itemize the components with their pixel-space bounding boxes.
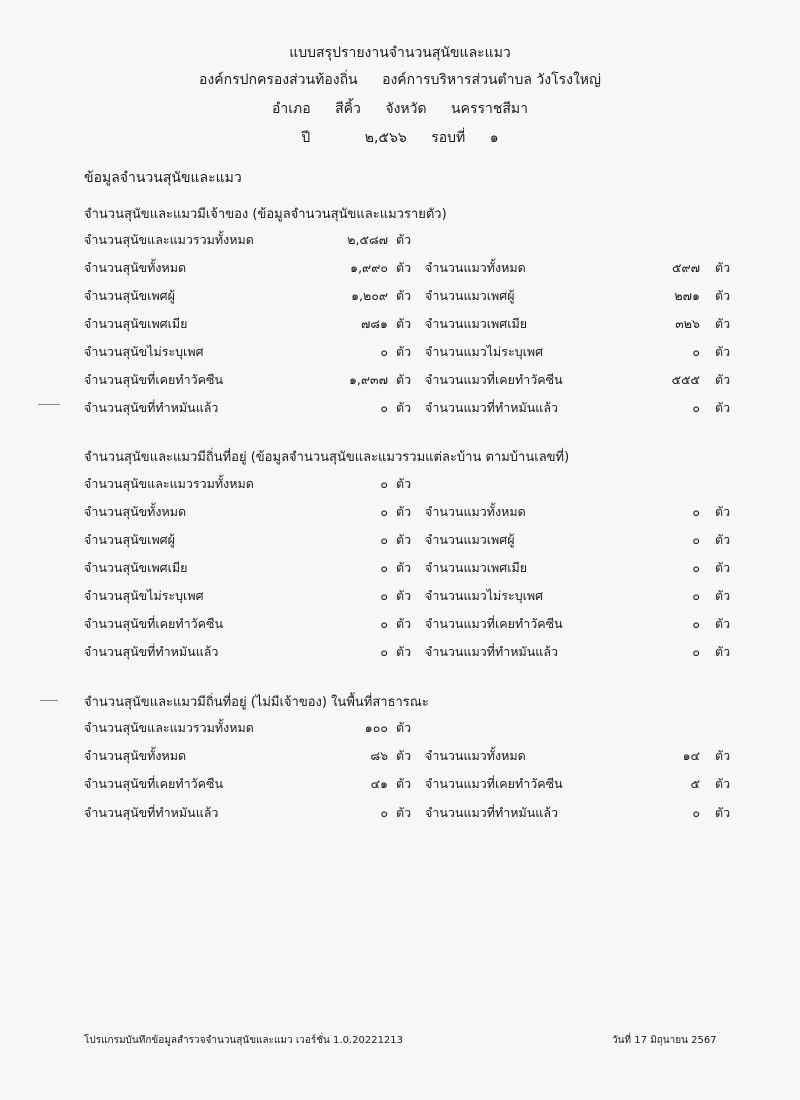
unit-label: ตัว xyxy=(396,720,412,735)
dog-count: ๘๖ xyxy=(370,748,388,763)
cat-label: จำนวนแมวที่ทำหมันแล้ว xyxy=(425,644,559,659)
unit-label: ตัว xyxy=(396,316,412,331)
cat-label: จำนวนแมวเพศเมีย xyxy=(425,316,528,331)
cat-count: ๐ xyxy=(692,805,700,820)
dog-count: ๐ xyxy=(380,344,388,359)
cat-count: ๕ xyxy=(690,776,700,791)
cat-count: ๕๕๕ xyxy=(671,372,700,387)
stray-total-row xyxy=(0,718,800,738)
district-label: อำเภอ xyxy=(271,101,311,117)
unit-label: ตัว xyxy=(396,260,412,275)
unit-label: ตัว xyxy=(715,616,731,631)
cat-label: จำนวนแมวทั้งหมด xyxy=(425,748,526,763)
year-label: ปี xyxy=(301,130,311,146)
dog-count: ๐ xyxy=(380,805,388,820)
dog-count: ๑,๒๐๙ xyxy=(351,288,388,303)
cat-label: จำนวนแมวทั้งหมด xyxy=(425,260,526,275)
round-value: ๑ xyxy=(489,130,499,146)
unit-label: ตัว xyxy=(715,400,731,415)
cat-label: จำนวนแมวทั้งหมด xyxy=(425,504,526,519)
table-row xyxy=(0,398,800,418)
housed-total-label: จำนวนสุนัขและแมวรวมทั้งหมด xyxy=(84,476,254,491)
dog-label: จำนวนสุนัขทั้งหมด xyxy=(84,504,187,519)
round-label: รอบที่ xyxy=(431,130,466,146)
unit-label: ตัว xyxy=(396,476,412,491)
cat-count: ๐ xyxy=(692,588,700,603)
unit-label: ตัว xyxy=(715,805,731,820)
location-line xyxy=(0,98,800,120)
dog-count: ๐ xyxy=(380,532,388,547)
cat-count: ๐ xyxy=(692,616,700,631)
unit-label: ตัว xyxy=(396,588,412,603)
org-type: องค์กรปกครองส่วนท้องถิ่น xyxy=(199,72,358,88)
cat-label: จำนวนแมวที่เคยทำวัคซีน xyxy=(425,616,563,631)
dog-label: จำนวนสุนัขเพศเมีย xyxy=(84,316,188,331)
owned-section-title: จำนวนสุนัขและแมวมีเจ้าของ (ข้อมูลจำนวนสุนัขและแมวรายตัว) xyxy=(84,207,447,222)
unit-label: ตัว xyxy=(396,748,412,763)
unit-label: ตัว xyxy=(715,644,731,659)
owned-total-row xyxy=(0,230,800,250)
table-row xyxy=(0,314,800,334)
table-row xyxy=(0,558,800,578)
cat-count: ๐ xyxy=(692,504,700,519)
unit-label: ตัว xyxy=(715,560,731,575)
table-row xyxy=(0,258,800,278)
unit-label: ตัว xyxy=(715,316,731,331)
dog-count: ๐ xyxy=(380,504,388,519)
year-line xyxy=(0,127,800,149)
unit-label: ตัว xyxy=(396,616,412,631)
cat-count: ๐ xyxy=(692,400,700,415)
housed-section-title: จำนวนสุนัขและแมวมีถิ่นที่อยู่ (ข้อมูลจำนวนสุนัขและแมวรวมแต่ละบ้าน ตามบ้านเลขที่) xyxy=(84,450,570,465)
owned-total-label: จำนวนสุนัขและแมวรวมทั้งหมด xyxy=(84,232,254,247)
cat-count: ๑๔ xyxy=(682,748,700,763)
dog-label: จำนวนสุนัขที่ทำหมันแล้ว xyxy=(84,644,219,659)
unit-label: ตัว xyxy=(396,644,412,659)
dog-label: จำนวนสุนัขที่เคยทำวัคซีน xyxy=(84,616,224,631)
dog-label: จำนวนสุนัขเพศผู้ xyxy=(84,288,175,303)
scan-mark xyxy=(40,700,58,701)
table-row xyxy=(0,586,800,606)
unit-label: ตัว xyxy=(715,532,731,547)
dog-count: ๐ xyxy=(380,400,388,415)
housed-total-value: ๐ xyxy=(380,476,388,491)
cat-label: จำนวนแมวเพศผู้ xyxy=(425,288,515,303)
cat-label: จำนวนแมวที่เคยทำวัคซีน xyxy=(425,372,563,387)
stray-total-value: ๑๐๐ xyxy=(364,720,388,735)
cat-count: ๐ xyxy=(692,560,700,575)
table-row xyxy=(0,803,800,823)
unit-label: ตัว xyxy=(715,344,731,359)
unit-label: ตัว xyxy=(396,504,412,519)
unit-label: ตัว xyxy=(715,776,731,791)
dog-label: จำนวนสุนัขเพศผู้ xyxy=(84,532,175,547)
unit-label: ตัว xyxy=(396,400,412,415)
district: สีคิ้ว xyxy=(335,101,361,117)
unit-label: ตัว xyxy=(396,372,412,387)
dog-count: ๐ xyxy=(380,644,388,659)
cat-count: ๐ xyxy=(692,532,700,547)
dog-label: จำนวนสุนัขไม่ระบุเพศ xyxy=(84,588,204,603)
dog-count: ๔๑ xyxy=(370,776,388,791)
cat-label: จำนวนแมวที่เคยทำวัคซีน xyxy=(425,776,563,791)
cat-label: จำนวนแมวที่ทำหมันแล้ว xyxy=(425,400,559,415)
owned-total-value: ๒,๕๘๗ xyxy=(347,232,388,247)
dog-label: จำนวนสุนัขไม่ระบุเพศ xyxy=(84,344,204,359)
table-row xyxy=(0,502,800,522)
cat-label: จำนวนแมวไม่ระบุเพศ xyxy=(425,588,544,603)
scan-mark xyxy=(38,404,60,405)
unit-label: ตัว xyxy=(715,260,731,275)
report-title: แบบสรุปรายงานจำนวนสุนัขและแมว xyxy=(289,45,511,61)
dog-count: ๐ xyxy=(380,560,388,575)
table-row xyxy=(0,774,800,794)
footer-date: วันที่ 17 มิถุนายน 2567 xyxy=(612,1035,717,1046)
unit-label: ตัว xyxy=(396,805,412,820)
dog-count: ๑,๙๓๗ xyxy=(348,372,388,387)
table-row xyxy=(0,746,800,766)
cat-count: ๐ xyxy=(692,644,700,659)
cat-count: ๕๙๗ xyxy=(671,260,700,275)
dog-count: ๗๘๑ xyxy=(361,316,388,331)
dog-label: จำนวนสุนัขทั้งหมด xyxy=(84,260,187,275)
table-row xyxy=(0,342,800,362)
unit-label: ตัว xyxy=(715,288,731,303)
stray-total-label: จำนวนสุนัขและแมวรวมทั้งหมด xyxy=(84,720,254,735)
dog-label: จำนวนสุนัขทั้งหมด xyxy=(84,748,187,763)
cat-count: ๒๗๑ xyxy=(674,288,700,303)
cat-label: จำนวนแมวเพศเมีย xyxy=(425,560,528,575)
dog-label: จำนวนสุนัขที่ทำหมันแล้ว xyxy=(84,805,219,820)
province-label: จังหวัด xyxy=(385,101,427,117)
unit-label: ตัว xyxy=(396,344,412,359)
year-value: ๒,๕๖๖ xyxy=(364,130,407,146)
section-title: ข้อมูลจำนวนสุนัขและแมว xyxy=(84,170,242,186)
unit-label: ตัว xyxy=(396,776,412,791)
dog-label: จำนวนสุนัขที่เคยทำวัคซีน xyxy=(84,776,224,791)
dog-label: จำนวนสุนัขที่ทำหมันแล้ว xyxy=(84,400,219,415)
table-row xyxy=(0,530,800,550)
unit-label: ตัว xyxy=(715,504,731,519)
table-row xyxy=(0,370,800,390)
unit-label: ตัว xyxy=(715,748,731,763)
dog-label: จำนวนสุนัขที่เคยทำวัคซีน xyxy=(84,372,224,387)
org-name: องค์การบริหารส่วนตำบล วังโรงใหญ่ xyxy=(382,72,601,88)
unit-label: ตัว xyxy=(396,288,412,303)
cat-count: ๐ xyxy=(692,344,700,359)
unit-label: ตัว xyxy=(715,588,731,603)
cat-label: จำนวนแมวไม่ระบุเพศ xyxy=(425,344,544,359)
dog-count: ๑,๙๙๐ xyxy=(350,260,388,275)
table-row xyxy=(0,642,800,662)
unit-label: ตัว xyxy=(396,560,412,575)
dog-count: ๐ xyxy=(380,616,388,631)
housed-total-row xyxy=(0,474,800,494)
footer-program: โปรแกรมบันทึกข้อมูลสำรวจจำนวนสุนัขและแมว เวอร์ชั่น 1.0.20221213 xyxy=(84,1035,404,1046)
unit-label: ตัว xyxy=(396,532,412,547)
dog-label: จำนวนสุนัขเพศเมีย xyxy=(84,560,188,575)
table-row xyxy=(0,286,800,306)
cat-count: ๓๒๖ xyxy=(675,316,700,331)
table-row xyxy=(0,614,800,634)
org-line xyxy=(0,69,800,91)
dog-count: ๐ xyxy=(380,588,388,603)
province: นครราชสีมา xyxy=(451,101,529,117)
cat-label: จำนวนแมวเพศผู้ xyxy=(425,532,515,547)
unit-label: ตัว xyxy=(715,372,731,387)
cat-label: จำนวนแมวที่ทำหมันแล้ว xyxy=(425,805,559,820)
stray-section-title: จำนวนสุนัขและแมวมีถิ่นที่อยู่ (ไม่มีเจ้าของ) ในพื้นที่สาธารณะ xyxy=(84,695,429,710)
unit-label: ตัว xyxy=(396,232,412,247)
